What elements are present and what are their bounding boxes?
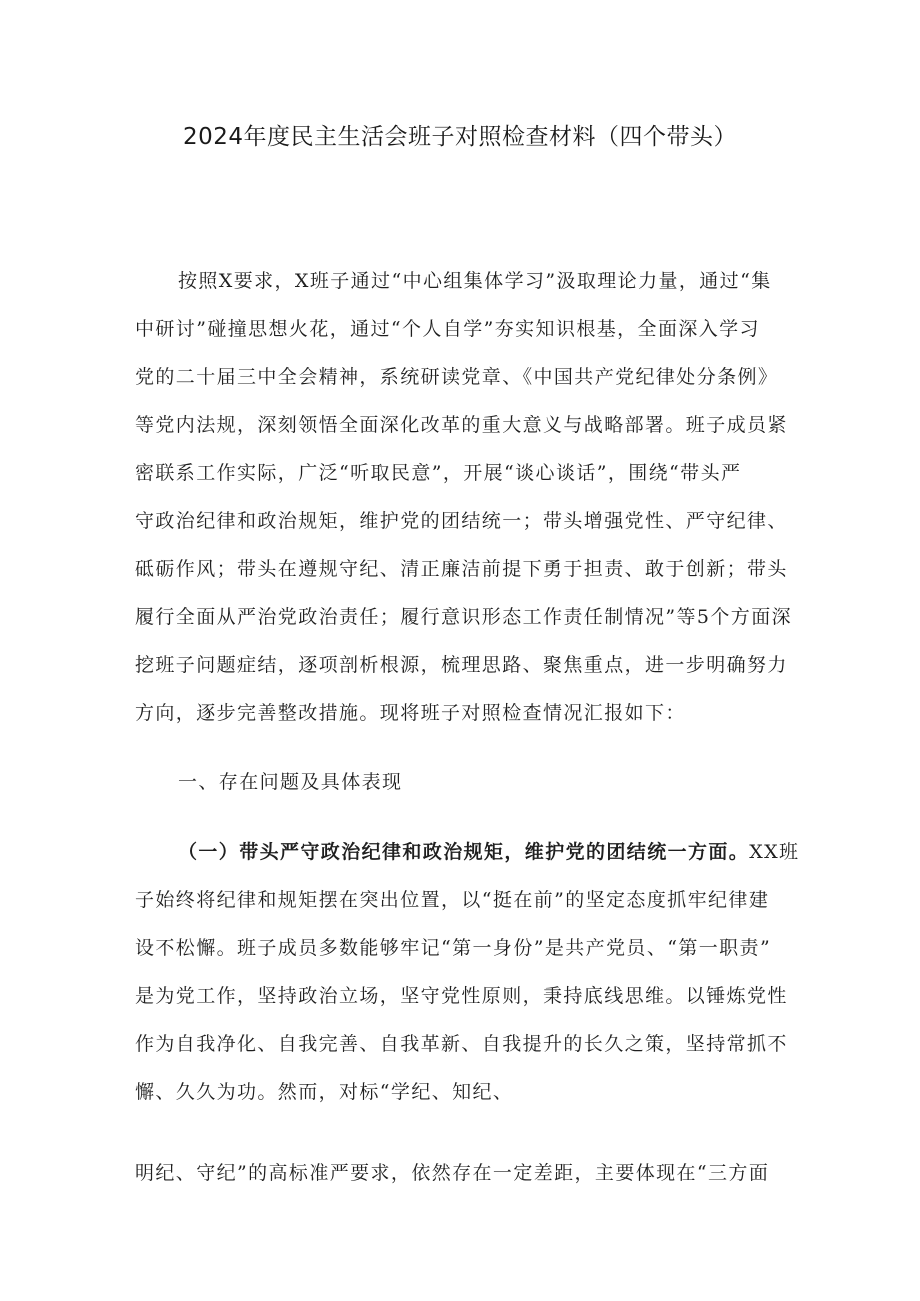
intro-line-4: 等党内法规，深刻领悟全面深化改革的重大意义与战略部署。班子成员紧 xyxy=(135,414,788,436)
intro-line-7: 砥砺作风；带头在遵规守纪、清正廉洁前提下勇于担责、敢于创新；带头 xyxy=(135,558,788,580)
intro-line-9: 挖班子问题症结，逐项剖析根源，梳理思路、聚焦重点，进一步明确努力 xyxy=(135,654,788,676)
subsection-line-5: 作为自我净化、自我完善、自我革新、自我提升的长久之策，坚持常抓不 xyxy=(135,1033,788,1055)
document-title: 2024年度民主生活会班子对照检查材料（四个带头） xyxy=(182,124,738,150)
section-heading: 一、存在问题及具体表现 xyxy=(178,771,403,793)
subsection-heading: （一）带头严守政治纪律和政治规矩，维护党的团结统一方面。 xyxy=(178,841,750,863)
intro-line-3: 党的二十届三中全会精神，系统研读党章、《中国共产党纪律处分条例》 xyxy=(135,366,779,388)
intro-line-1: 按照X要求，X班子通过“中心组集体学习”汲取理论力量，通过“集 xyxy=(178,270,772,292)
intro-line-2: 中研讨”碰撞思想火花，通过“个人自学”夯实知识根基，全面深入学习 xyxy=(135,318,760,340)
intro-line-10: 方向，逐步完善整改措施。现将班子对照检查情况汇报如下： xyxy=(135,702,686,724)
intro-line-5: 密联系工作实际，广泛“听取民意”，开展“谈心谈话”，围绕“带头严 xyxy=(135,462,742,484)
intro-line-8: 履行全面从严治党政治责任；履行意识形态工作责任制情况”等5个方面深 xyxy=(135,606,793,628)
subsection-line-4: 是为党工作，坚持政治立场，坚守党性原则，秉持底线思维。以锤炼党性 xyxy=(135,985,788,1007)
continuation-line: 明纪、守纪”的高标准严要求，依然存在一定差距，主要体现在“三方面 xyxy=(135,1162,770,1184)
subsection-line-3: 设不松懈。班子成员多数能够牢记“第一身份”是共产党员、“第一职责” xyxy=(135,937,772,959)
subsection-line-6: 懈、久久为功。然而，对标“学纪、知纪、 xyxy=(135,1081,514,1103)
intro-line-6: 守政治纪律和政治规矩，维护党的团结统一；带头增强党性、严守纪律、 xyxy=(135,510,788,532)
subsection-line-2: 子始终将纪律和规矩摆在突出位置，以“挺在前”的坚定态度抓牢纪律建 xyxy=(135,889,770,911)
subsection-first-line-text: XX班 xyxy=(749,841,800,863)
subsection-first-line xyxy=(178,840,799,864)
